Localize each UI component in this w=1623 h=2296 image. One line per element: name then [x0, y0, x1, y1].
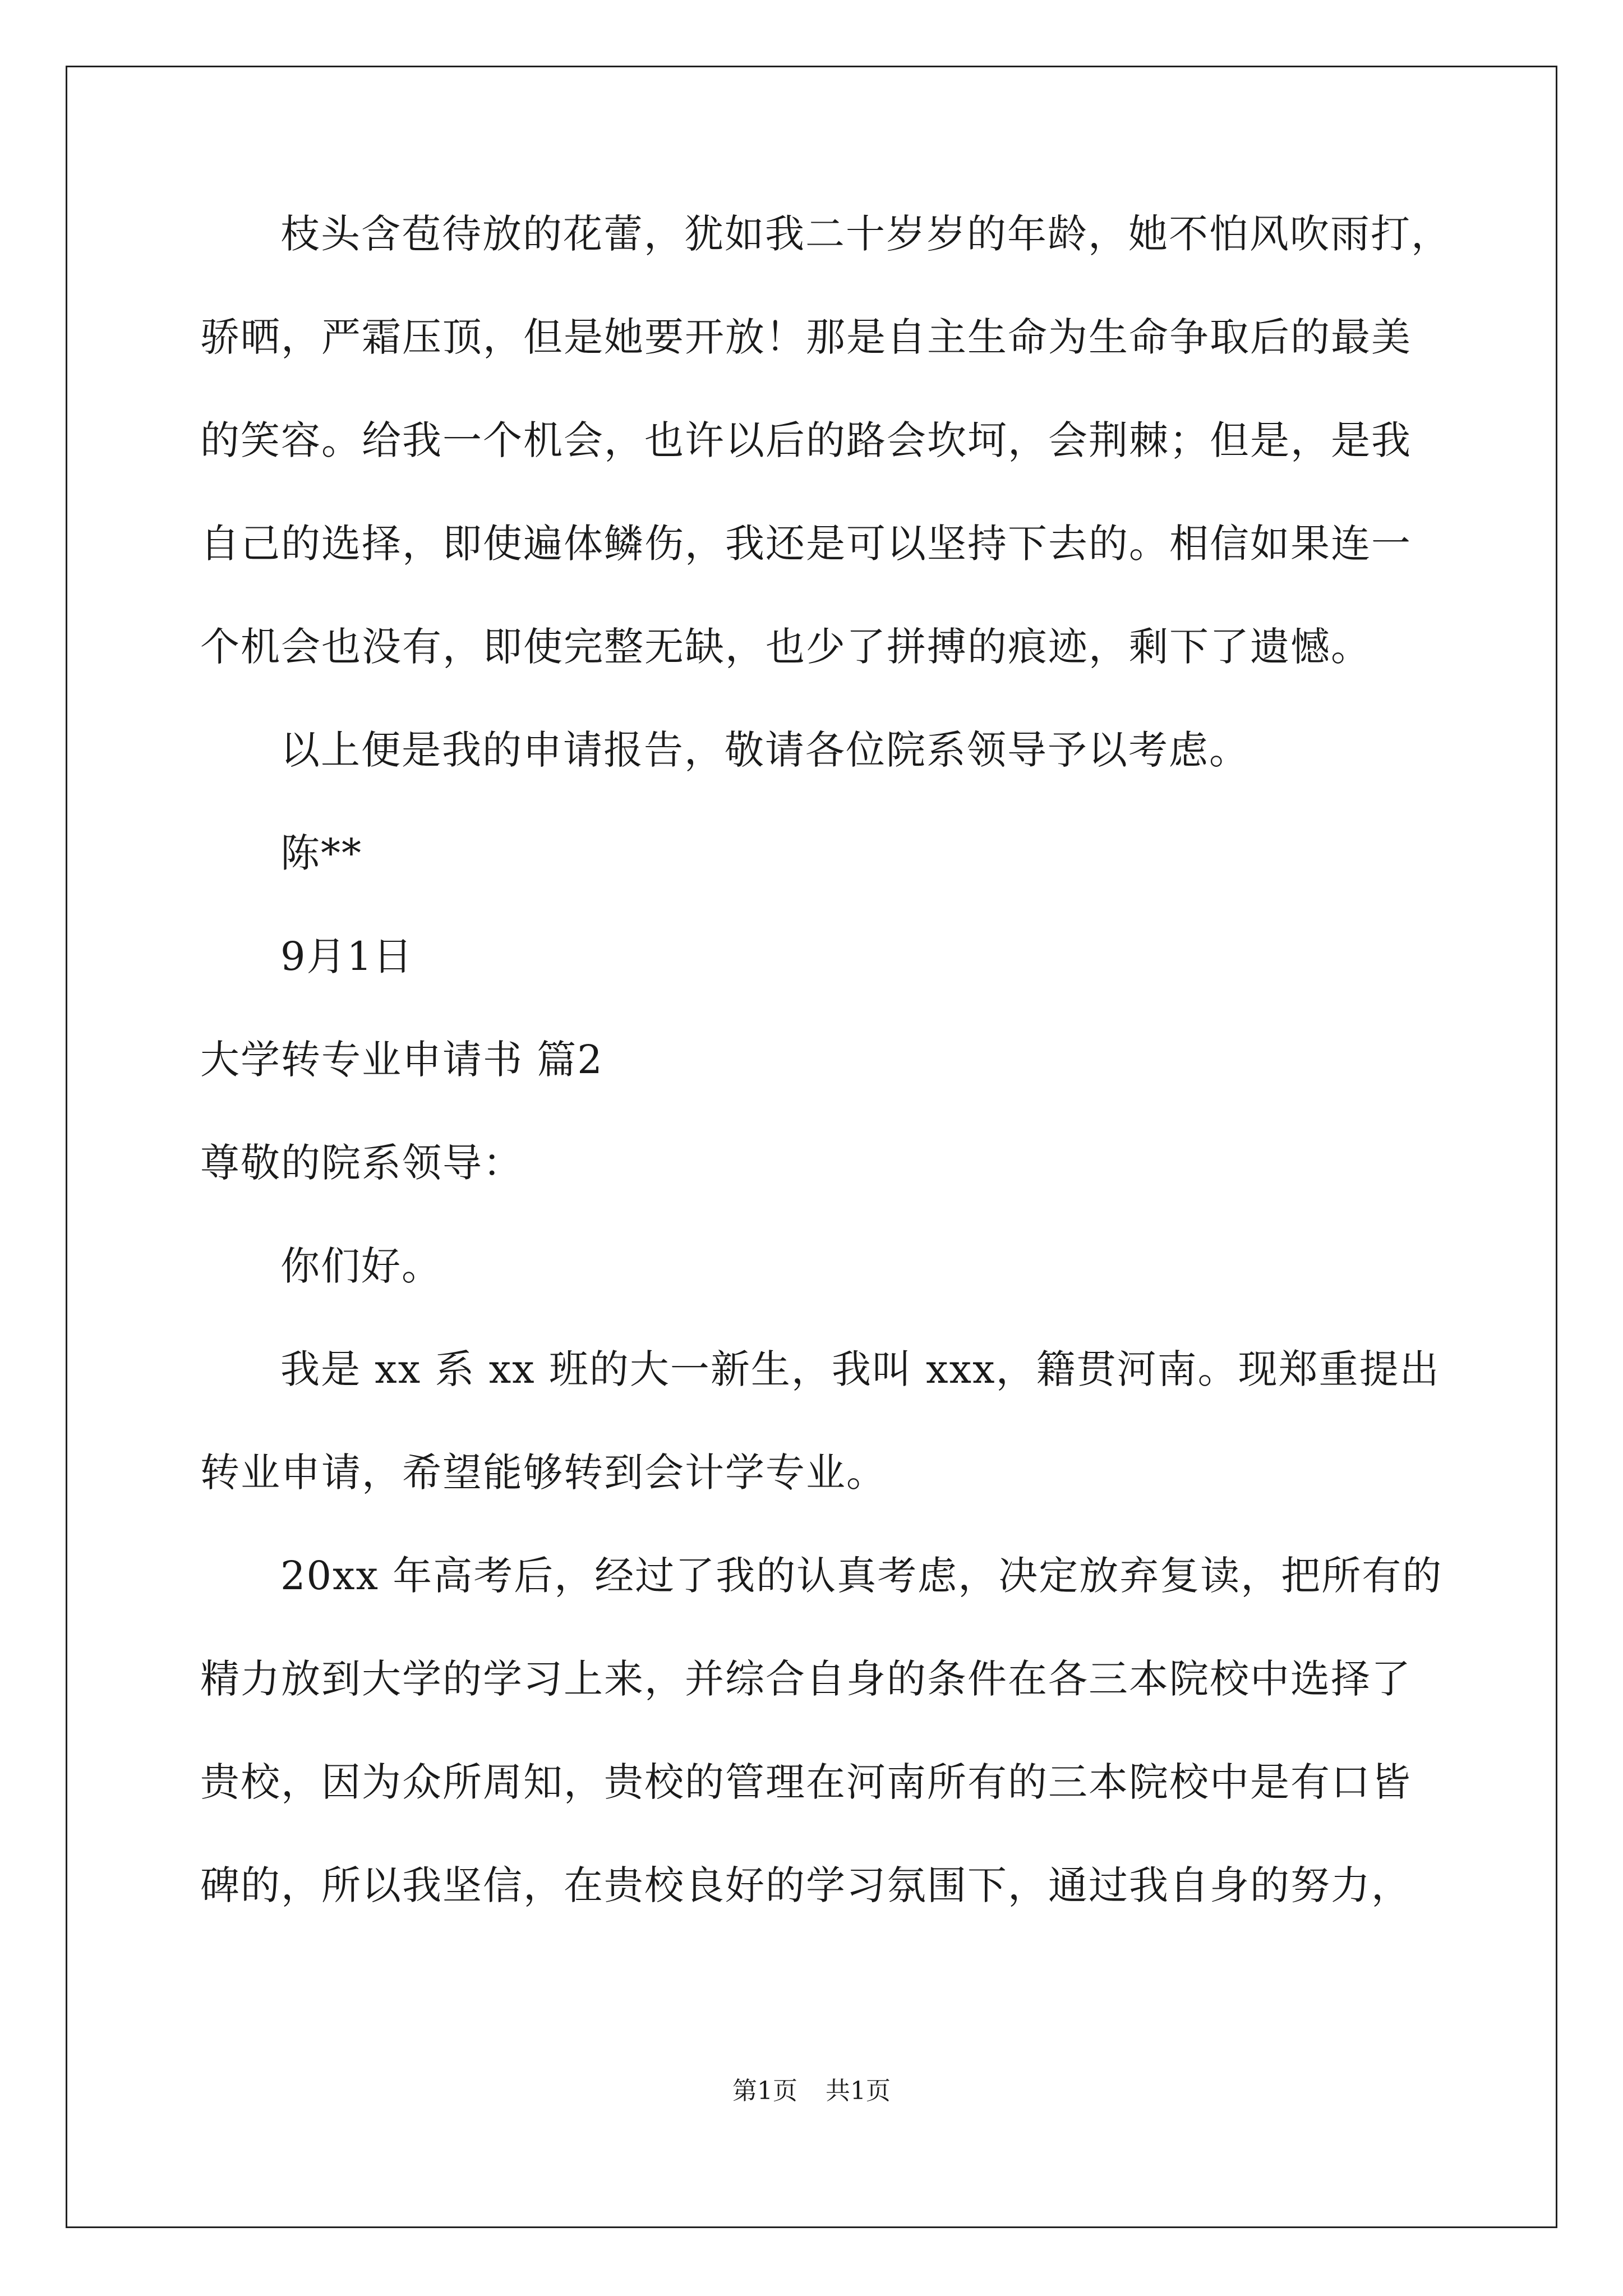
page-footer: [0, 2076, 1623, 2107]
paragraph-line: 我是 xx 系 xx 班的大一新生，我叫 xxx，籍贯河南。现郑重提出: [280, 1346, 1440, 1392]
paragraph-line: 个机会也没有，即使完整无缺，也少了拼搏的痕迹，剩下了遗憾。: [200, 624, 1371, 670]
closing-line: 以上便是我的申请报告，敬请各位院系领导予以考虑。: [280, 727, 1249, 773]
paragraph-line: 精力放到大学的学习上来，并综合自身的条件在各三本院校中选择了: [200, 1656, 1412, 1702]
greeting: 你们好。: [280, 1243, 442, 1289]
paragraph-line: 枝头含苞待放的花蕾，犹如我二十岁岁的年龄，她不怕风吹雨打，: [280, 211, 1451, 257]
signature-name: 陈**: [280, 830, 362, 876]
paragraph-line: 骄晒，严霜压顶，但是她要开放！那是自主生命为生命争取后的最美: [200, 314, 1412, 360]
paragraph-line: 碑的，所以我坚信，在贵校良好的学习氛围下，通过我自身的努力，: [200, 1862, 1412, 1908]
signature-date: 9月1日: [280, 933, 414, 979]
paragraph-line: 转业申请，希望能够转到会计学专业。: [200, 1450, 887, 1496]
paragraph-line: 自己的选择，即使遍体鳞伤，我还是可以坚持下去的。相信如果连一: [200, 521, 1412, 567]
salutation: 尊敬的院系领导：: [200, 1140, 523, 1186]
paragraph-line: 贵校，因为众所周知，贵校的管理在河南所有的三本院校中是有口皆: [200, 1759, 1412, 1805]
paragraph-line: 20xx 年高考后，经过了我的认真考虑，决定放弃复读，把所有的: [280, 1553, 1443, 1599]
section-heading: 大学转专业申请书 篇2: [200, 1037, 603, 1083]
paragraph-line: 的笑容。给我一个机会，也许以后的路会坎坷，会荆棘；但是，是我: [200, 417, 1412, 463]
page-total: 共1页: [826, 2077, 891, 2105]
page-number: 第1页: [732, 2077, 797, 2105]
